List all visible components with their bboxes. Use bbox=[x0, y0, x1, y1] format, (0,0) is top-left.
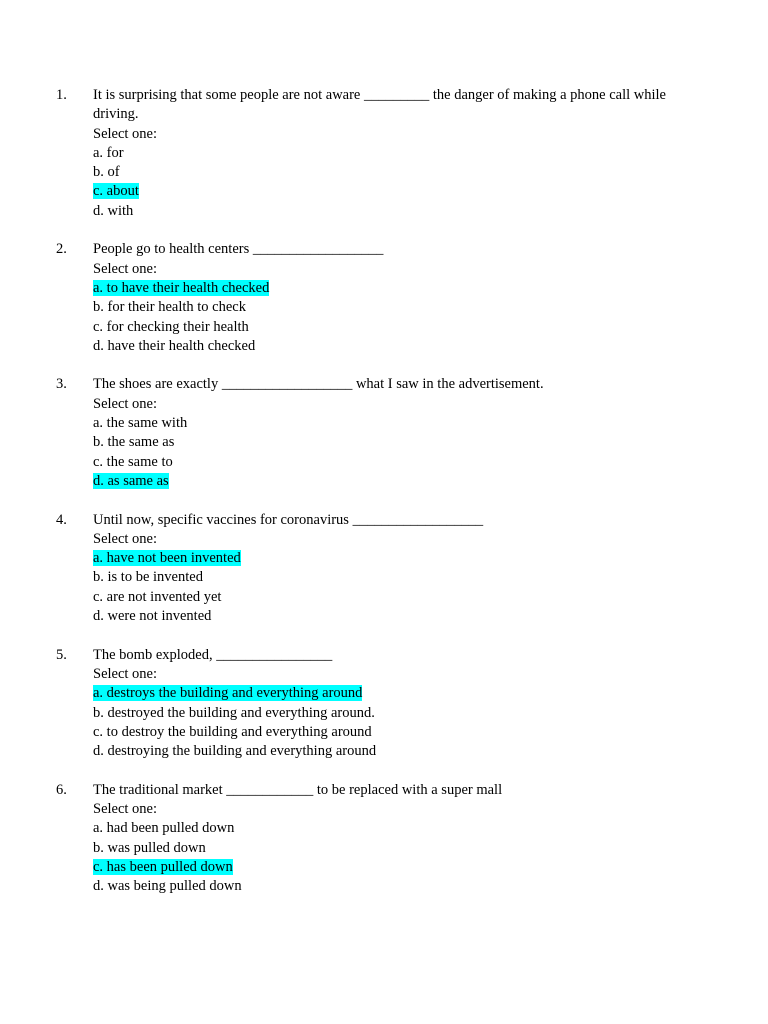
option-a: a. had been pulled down bbox=[93, 820, 235, 837]
select-one-label: Select one: bbox=[93, 665, 158, 682]
option-d: d. have their health checked bbox=[93, 337, 256, 354]
option-b: b. of bbox=[93, 164, 120, 181]
question-3 bbox=[0, 375, 768, 491]
question-text: People go to health centers __________________ bbox=[93, 241, 384, 258]
question-1 bbox=[0, 86, 768, 221]
option-a-highlighted: a. to have their health checked bbox=[93, 279, 270, 296]
option-c: c. for checking their health bbox=[93, 318, 249, 335]
select-one-label: Select one: bbox=[93, 530, 158, 547]
option-d-highlighted: d. as same as bbox=[93, 472, 169, 489]
question-5 bbox=[0, 646, 768, 762]
question-6 bbox=[0, 781, 768, 897]
quiz-document bbox=[0, 86, 768, 916]
option-c: c. to destroy the building and everything around bbox=[93, 723, 372, 740]
select-one-label: Select one: bbox=[93, 800, 158, 817]
option-c: c. the same to bbox=[93, 453, 173, 470]
option-d: d. were not invented bbox=[93, 608, 212, 625]
question-number: 6. bbox=[56, 781, 67, 798]
option-d: d. destroying the building and everything around bbox=[93, 743, 377, 760]
question-text: The shoes are exactly __________________ what I saw in the advertisement. bbox=[93, 376, 544, 393]
option-c-highlighted: c. about bbox=[93, 183, 139, 200]
option-a: a. for bbox=[93, 144, 124, 161]
option-d: d. was being pulled down bbox=[93, 878, 242, 895]
option-b: b. the same as bbox=[93, 434, 175, 451]
option-a-highlighted: a. destroys the building and everything around bbox=[93, 685, 363, 702]
option-d: d. with bbox=[93, 202, 134, 219]
option-c-highlighted: c. has been pulled down bbox=[93, 858, 233, 875]
option-c: c. are not invented yet bbox=[93, 588, 222, 605]
option-b: b. destroyed the building and everything around. bbox=[93, 704, 375, 721]
question-number: 2. bbox=[56, 241, 67, 258]
question-text: The traditional market ____________ to be replaced with a super mall bbox=[93, 781, 503, 798]
question-text: It is surprising that some people are not aware _________ the danger of making a phone call while driving. bbox=[93, 87, 670, 123]
question-text: The bomb exploded, ________________ bbox=[93, 646, 333, 663]
option-b: b. is to be invented bbox=[93, 569, 203, 586]
question-text: Until now, specific vaccines for coronavirus __________________ bbox=[93, 511, 484, 528]
option-b: b. was pulled down bbox=[93, 839, 206, 856]
question-number: 4. bbox=[56, 511, 67, 528]
option-a: a. the same with bbox=[93, 415, 188, 432]
select-one-label: Select one: bbox=[93, 395, 158, 412]
select-one-label: Select one: bbox=[93, 125, 158, 142]
select-one-label: Select one: bbox=[93, 260, 158, 277]
option-a-highlighted: a. have not been invented bbox=[93, 550, 241, 567]
question-number: 3. bbox=[56, 376, 67, 393]
question-4 bbox=[0, 511, 768, 627]
question-2 bbox=[0, 240, 768, 356]
question-number: 5. bbox=[56, 646, 67, 663]
question-number: 1. bbox=[56, 87, 67, 103]
option-b: b. for their health to check bbox=[93, 299, 246, 316]
